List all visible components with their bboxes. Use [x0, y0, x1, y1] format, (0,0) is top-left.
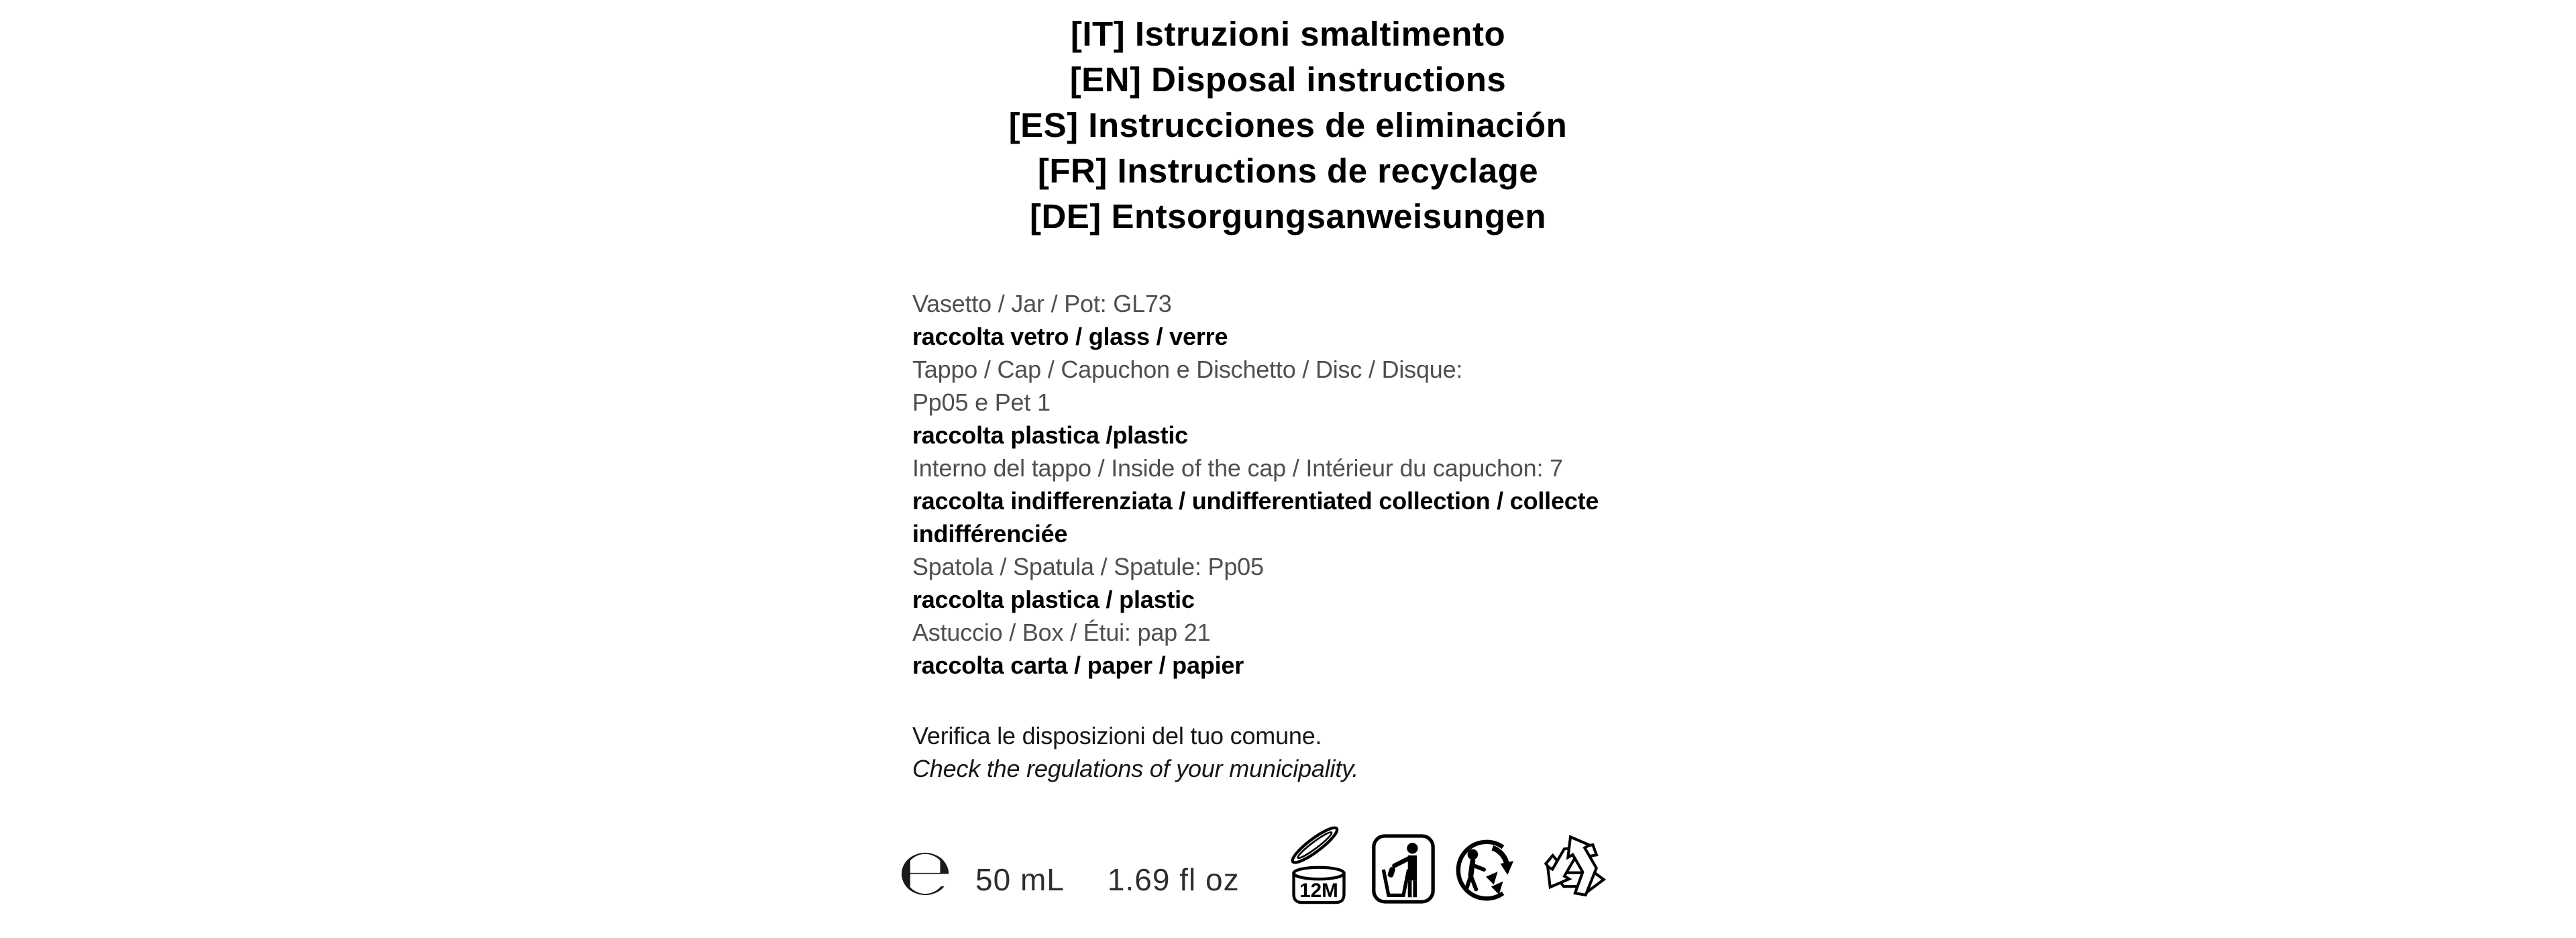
body-line: Check the regulations of your municipality. — [912, 755, 1359, 782]
body-line: Tappo / Cap / Capuchon e Dischetto / Disc / Disque: — [912, 356, 1463, 383]
spacer-line — [912, 682, 1919, 719]
triman-head — [1467, 849, 1478, 860]
body-line: Interno del tappo / Inside of the cap / Intérieur du capuchon: 7 — [912, 454, 1563, 482]
body-line: indifférenciée — [912, 520, 1068, 548]
body-line: raccolta indifferenziata / undifferentiated collection / collecte — [912, 487, 1599, 515]
pao-12m-icon — [1287, 825, 1351, 907]
body-line: raccolta plastica / plastic — [912, 586, 1195, 613]
materials-list — [912, 287, 1919, 785]
body-line: raccolta plastica /plastic — [912, 421, 1188, 449]
pao-months-label: 12M — [1299, 880, 1338, 902]
title-block — [0, 11, 2576, 240]
triman-chevron-1 — [1486, 872, 1498, 885]
body-line: Spatola / Spatula / Spatule: Pp05 — [912, 553, 1264, 580]
triman-legs — [1466, 876, 1476, 890]
jar-rim — [1293, 868, 1344, 879]
jar-lid — [1289, 825, 1340, 867]
person-head — [1407, 843, 1417, 853]
estimated-sign-icon: ℮ — [898, 835, 953, 910]
triman-arrow-arc — [1492, 848, 1507, 865]
title-line-fr: [FR] Instructions de recyclage — [1037, 152, 1539, 190]
net-volume-ml: 50 mL — [975, 862, 1065, 897]
title-line-it: [IT] Istruzioni smaltimento — [1070, 15, 1506, 53]
recycling-icon — [1538, 831, 1613, 906]
body-line: Vasetto / Jar / Pot: GL73 — [912, 290, 1172, 317]
title-line-en: [EN] Disposal instructions — [1069, 60, 1507, 99]
triman-arrowhead — [1500, 861, 1513, 875]
triman-icon — [1453, 837, 1519, 903]
footer-row — [898, 825, 1613, 910]
body-line: raccolta vetro / glass / verre — [912, 323, 1228, 350]
body-line: Astuccio / Box / Étui: pap 21 — [912, 619, 1211, 646]
title-line-es: [ES] Instrucciones de eliminación — [1008, 106, 1568, 144]
title-line-de: [DE] Entsorgungsanweisungen — [1029, 197, 1547, 236]
body-line: Verifica le disposizioni del tuo comune. — [912, 722, 1322, 749]
body-line: Pp05 e Pet 1 — [912, 388, 1051, 416]
tidy-man-icon — [1371, 833, 1436, 904]
body-line: raccolta carta / paper / papier — [912, 652, 1244, 679]
net-volume-floz: 1.69 fl oz — [1107, 862, 1240, 897]
